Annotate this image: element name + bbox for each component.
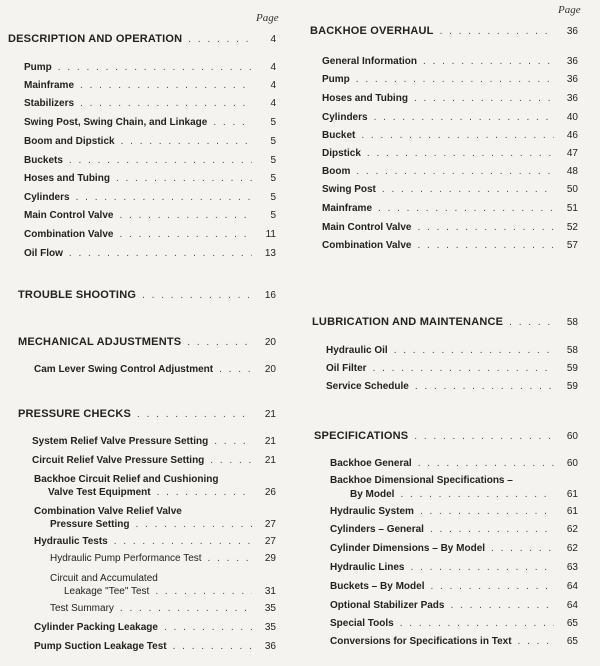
item-title: Boom xyxy=(322,166,351,177)
toc-item[interactable] xyxy=(322,203,578,214)
page-number: 35 xyxy=(264,603,276,614)
item-title-line1[interactable]: Backhoe Circuit Relief and Cushioning xyxy=(34,474,219,485)
toc-item[interactable] xyxy=(24,210,276,221)
leader-dots xyxy=(361,130,554,141)
leader-dots xyxy=(417,222,554,233)
leader-dots xyxy=(418,458,554,469)
leader-dots xyxy=(509,317,554,328)
toc-item[interactable] xyxy=(34,364,276,375)
toc-item[interactable] xyxy=(24,192,276,203)
page-number: 58 xyxy=(566,345,578,356)
leader-dots xyxy=(58,62,252,73)
toc-item[interactable] xyxy=(48,487,276,498)
toc-item[interactable] xyxy=(24,248,276,259)
toc-section[interactable] xyxy=(8,33,276,45)
page-number: 47 xyxy=(566,148,578,159)
page-number: 36 xyxy=(566,56,578,67)
item-title-line2: Leakage "Tee" Test xyxy=(64,586,150,597)
item-title-line1[interactable]: Circuit and Accumulated xyxy=(50,573,158,584)
section-title: LUBRICATION AND MAINTENANCE xyxy=(312,316,504,328)
item-title: Buckets xyxy=(24,155,63,166)
leader-dots xyxy=(219,364,252,375)
leader-dots xyxy=(119,229,252,240)
page-number: 21 xyxy=(264,409,276,420)
item-title: Test Summary xyxy=(50,603,114,614)
item-title: Cylinders xyxy=(24,192,70,203)
item-title: Bucket xyxy=(322,130,356,141)
page-number: 27 xyxy=(264,536,276,547)
toc-item[interactable] xyxy=(330,524,578,535)
item-title: Conversions for Specifications in Text xyxy=(330,636,512,647)
page-number: 65 xyxy=(566,618,578,629)
leader-dots xyxy=(137,409,252,420)
toc-item[interactable] xyxy=(32,436,276,447)
item-title: Hydraulic System xyxy=(330,506,414,517)
page-number: 40 xyxy=(566,112,578,123)
page-number: 16 xyxy=(264,290,276,301)
item-title: Combination Valve xyxy=(322,240,412,251)
page-number: 36 xyxy=(566,26,578,37)
section-title: BACKHOE OVERHAUL xyxy=(310,25,434,37)
item-title: Cylinders xyxy=(322,112,368,123)
page-number: 59 xyxy=(566,363,578,374)
item-title: Special Tools xyxy=(330,618,394,629)
page-number: 13 xyxy=(264,248,276,259)
toc-item[interactable] xyxy=(24,117,276,128)
page-number: 36 xyxy=(566,93,578,104)
page-number: 20 xyxy=(264,337,276,348)
item-title: Cylinder Dimensions – By Model xyxy=(330,543,486,554)
page-number: 36 xyxy=(566,74,578,85)
page-number: 63 xyxy=(566,562,578,573)
toc-item[interactable] xyxy=(330,458,578,469)
item-title: Cylinder Packing Leakage xyxy=(34,622,158,633)
section-title: SPECIFICATIONS xyxy=(314,430,409,442)
toc-item[interactable] xyxy=(24,62,276,73)
item-title-line2: Pressure Setting xyxy=(50,519,130,530)
page-number: 21 xyxy=(264,455,276,466)
page-number: 4 xyxy=(270,62,276,73)
item-title: Boom and Dipstick xyxy=(24,136,115,147)
toc-section[interactable] xyxy=(18,408,276,420)
leader-dots xyxy=(173,641,252,652)
page-number: 48 xyxy=(566,166,578,177)
toc-item[interactable] xyxy=(326,381,578,392)
toc-item[interactable] xyxy=(24,136,276,147)
leader-dots xyxy=(69,248,252,259)
item-title: General Information xyxy=(322,56,418,67)
toc-item[interactable] xyxy=(330,543,578,554)
toc-item[interactable] xyxy=(330,600,578,611)
leader-dots xyxy=(121,136,252,147)
toc-item[interactable] xyxy=(322,74,578,85)
item-title-line2: By Model xyxy=(350,489,395,500)
leader-dots xyxy=(518,636,554,647)
leader-dots xyxy=(356,166,554,177)
item-title: Combination Valve xyxy=(24,229,114,240)
item-title: Optional Stabilizer Pads xyxy=(330,600,445,611)
leader-dots xyxy=(164,622,252,633)
leader-dots xyxy=(119,210,252,221)
leader-dots xyxy=(210,455,252,466)
leader-dots xyxy=(491,543,554,554)
page-number: 26 xyxy=(264,487,276,498)
page-number: 57 xyxy=(566,240,578,251)
toc-item[interactable] xyxy=(350,489,578,500)
item-title: Oil Filter xyxy=(326,363,367,374)
leader-dots xyxy=(374,112,554,123)
item-title: Mainframe xyxy=(322,203,373,214)
toc-item[interactable] xyxy=(330,506,578,517)
toc-item[interactable] xyxy=(24,229,276,240)
item-title: Mainframe xyxy=(24,80,75,91)
item-title: Buckets – By Model xyxy=(330,581,425,592)
page-number: 60 xyxy=(566,458,578,469)
leader-dots xyxy=(440,26,554,37)
leader-dots xyxy=(135,519,252,530)
page-number: 27 xyxy=(264,519,276,530)
toc-subitem[interactable] xyxy=(50,603,276,614)
leader-dots xyxy=(410,562,554,573)
page-number: 4 xyxy=(270,98,276,109)
leader-dots xyxy=(142,290,252,301)
section-title: MECHANICAL ADJUSTMENTS xyxy=(18,336,182,348)
leader-dots xyxy=(356,74,554,85)
leader-dots xyxy=(420,506,554,517)
leader-dots xyxy=(417,240,554,251)
leader-dots xyxy=(208,553,252,564)
toc-section[interactable] xyxy=(314,430,578,442)
item-title: Hydraulic Pump Performance Test xyxy=(50,553,202,564)
leader-dots xyxy=(76,192,252,203)
item-title: Hydraulic Oil xyxy=(326,345,388,356)
toc-item[interactable] xyxy=(322,56,578,67)
leader-dots xyxy=(378,203,554,214)
item-title: Hoses and Tubing xyxy=(322,93,408,104)
leader-dots xyxy=(80,98,252,109)
item-title: Service Schedule xyxy=(326,381,409,392)
toc-item[interactable] xyxy=(330,636,578,647)
toc-subitem[interactable] xyxy=(64,586,276,597)
toc-section[interactable] xyxy=(310,25,578,37)
leader-dots xyxy=(155,586,252,597)
item-title: Hydraulic Lines xyxy=(330,562,405,573)
toc-item[interactable] xyxy=(322,184,578,195)
page-number: 62 xyxy=(566,543,578,554)
toc-item[interactable] xyxy=(50,519,276,530)
page-number: 31 xyxy=(264,586,276,597)
item-title: Cylinders – General xyxy=(330,524,424,535)
toc-item[interactable] xyxy=(326,345,578,356)
toc-item[interactable] xyxy=(322,240,578,251)
page-number: 11 xyxy=(265,229,276,240)
leader-dots xyxy=(187,337,252,348)
toc-item[interactable] xyxy=(322,130,578,141)
leader-dots xyxy=(400,618,554,629)
leader-dots xyxy=(157,487,252,498)
leader-dots xyxy=(188,34,252,45)
item-title: Hoses and Tubing xyxy=(24,173,110,184)
page-number: 60 xyxy=(566,431,578,442)
page-number: 35 xyxy=(264,622,276,633)
item-title: Hydraulic Tests xyxy=(34,536,108,547)
leader-dots xyxy=(116,173,252,184)
page-number: 50 xyxy=(566,184,578,195)
page-number: 5 xyxy=(270,173,276,184)
page-number: 5 xyxy=(270,155,276,166)
page-number: 20 xyxy=(264,364,276,375)
toc-item[interactable] xyxy=(326,363,578,374)
page-number: 5 xyxy=(270,136,276,147)
leader-dots xyxy=(430,581,554,592)
page-number: 52 xyxy=(566,222,578,233)
page-number: 5 xyxy=(270,210,276,221)
leader-dots xyxy=(450,600,554,611)
toc-item[interactable] xyxy=(322,93,578,104)
toc-section[interactable] xyxy=(312,316,578,328)
toc-item[interactable] xyxy=(24,173,276,184)
item-title: Swing Post xyxy=(322,184,376,195)
page-number: 61 xyxy=(566,506,578,517)
item-title: Backhoe General xyxy=(330,458,412,469)
page-column-label: Page xyxy=(256,12,279,24)
item-title-line1[interactable]: Combination Valve Relief Valve xyxy=(34,506,182,517)
leader-dots xyxy=(382,184,554,195)
leader-dots xyxy=(415,381,554,392)
page-number: 29 xyxy=(264,553,276,564)
toc-item[interactable] xyxy=(330,581,578,592)
page-number: 61 xyxy=(566,489,578,500)
toc-item[interactable] xyxy=(330,562,578,573)
toc-item[interactable] xyxy=(34,622,276,633)
item-title-line2: Valve Test Equipment xyxy=(48,487,151,498)
item-title: Pump xyxy=(24,62,52,73)
page-number: 4 xyxy=(270,34,276,45)
toc-item[interactable] xyxy=(322,166,578,177)
page-number: 65 xyxy=(566,636,578,647)
toc-item[interactable] xyxy=(24,155,276,166)
page-number: 59 xyxy=(566,381,578,392)
section-title: DESCRIPTION AND OPERATION xyxy=(8,33,183,45)
section-title: PRESSURE CHECKS xyxy=(18,408,132,420)
toc-item[interactable] xyxy=(322,112,578,123)
item-title-line1[interactable]: Backhoe Dimensional Specifications – xyxy=(330,475,513,486)
item-title: Swing Post, Swing Chain, and Linkage xyxy=(24,117,208,128)
item-title: Pump Suction Leakage Test xyxy=(34,641,167,652)
leader-dots xyxy=(213,117,252,128)
toc-item[interactable] xyxy=(34,641,276,652)
leader-dots xyxy=(400,489,554,500)
page-number: 5 xyxy=(270,192,276,203)
toc-item[interactable] xyxy=(322,222,578,233)
leader-dots xyxy=(373,363,554,374)
page-number: 21 xyxy=(264,436,276,447)
toc-item[interactable] xyxy=(322,148,578,159)
section-title: TROUBLE SHOOTING xyxy=(18,289,137,301)
leader-dots xyxy=(430,524,554,535)
toc-item[interactable] xyxy=(24,80,276,91)
toc-section[interactable] xyxy=(18,336,276,348)
page-number: 4 xyxy=(270,80,276,91)
leader-dots xyxy=(69,155,252,166)
leader-dots xyxy=(423,56,554,67)
item-title: Stabilizers xyxy=(24,98,75,109)
toc-section[interactable] xyxy=(18,289,276,301)
page-number: 5 xyxy=(270,117,276,128)
leader-dots xyxy=(367,148,554,159)
item-title: Pump xyxy=(322,74,350,85)
leader-dots xyxy=(114,536,252,547)
item-title: System Relief Valve Pressure Setting xyxy=(32,436,209,447)
toc-item[interactable] xyxy=(24,98,276,109)
toc-item[interactable] xyxy=(32,455,276,466)
toc-item[interactable] xyxy=(34,536,276,547)
leader-dots xyxy=(80,80,252,91)
toc-item[interactable] xyxy=(330,618,578,629)
page-number: 46 xyxy=(566,130,578,141)
item-title: Cam Lever Swing Control Adjustment xyxy=(34,364,214,375)
page-number: 64 xyxy=(566,581,578,592)
leader-dots xyxy=(120,603,252,614)
item-title: Main Control Valve xyxy=(322,222,412,233)
page-column-label: Page xyxy=(558,4,581,16)
page-number: 36 xyxy=(264,641,276,652)
leader-dots xyxy=(414,431,554,442)
leader-dots xyxy=(414,93,554,104)
item-title: Dipstick xyxy=(322,148,361,159)
leader-dots xyxy=(394,345,554,356)
page-number: 62 xyxy=(566,524,578,535)
item-title: Oil Flow xyxy=(24,248,63,259)
page-number: 58 xyxy=(566,317,578,328)
page-number: 51 xyxy=(566,203,578,214)
toc-subitem[interactable] xyxy=(50,553,276,564)
item-title: Main Control Valve xyxy=(24,210,114,221)
leader-dots xyxy=(214,436,252,447)
item-title: Circuit Relief Valve Pressure Setting xyxy=(32,455,205,466)
page-number: 64 xyxy=(566,600,578,611)
